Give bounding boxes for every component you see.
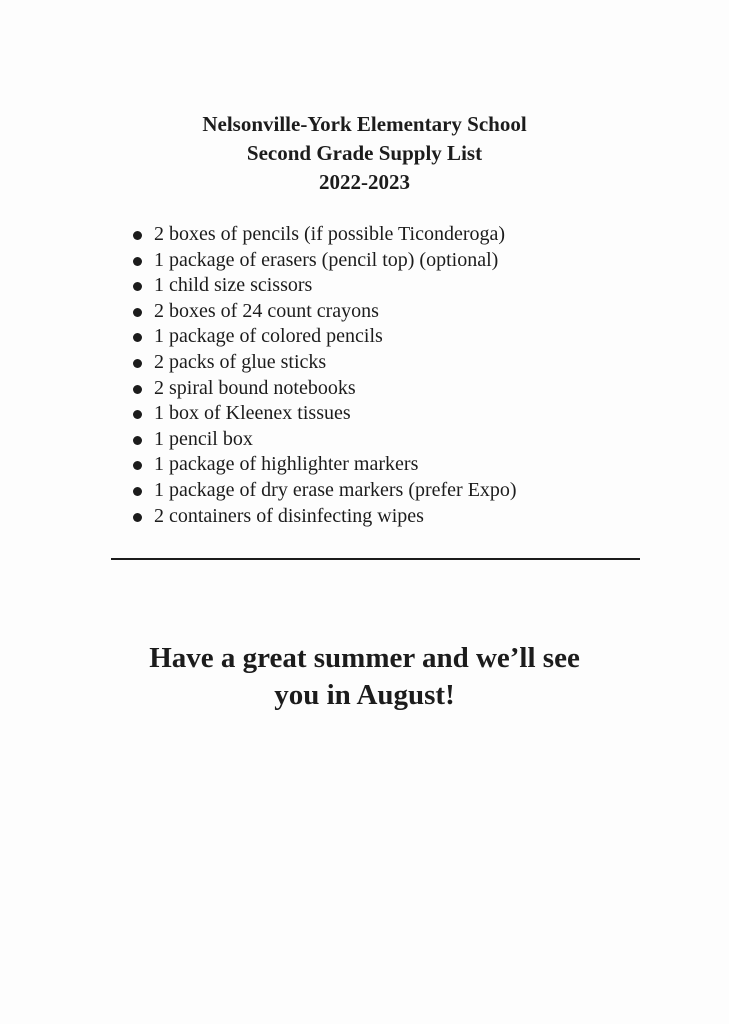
- supply-item-text: 2 containers of disinfecting wipes: [154, 504, 424, 527]
- bullet-icon: [133, 359, 142, 368]
- school-year: 2022-2023: [319, 170, 410, 194]
- supply-item-text: 2 boxes of pencils (if possible Ticonderoga): [154, 223, 506, 245]
- bullet-icon: [133, 333, 142, 342]
- supply-item: [133, 376, 517, 402]
- supply-item: [133, 427, 517, 453]
- bullet-icon: [133, 410, 142, 419]
- supply-item-text: 1 package of dry erase markers (prefer Expo): [154, 478, 517, 501]
- bullet-icon: [133, 436, 142, 445]
- supply-item-text: 2 spiral bound notebooks: [154, 376, 356, 399]
- horizontal-divider: [111, 558, 640, 560]
- supply-item-text: 2 packs of glue sticks: [154, 350, 327, 373]
- closing-line-1: Have a great summer and we’ll see: [149, 642, 580, 674]
- bullet-icon: [133, 513, 142, 522]
- supply-item: [133, 222, 517, 248]
- list-title: Second Grade Supply List: [246, 141, 483, 165]
- supply-item-text: 1 pencil box: [154, 427, 253, 450]
- bullet-icon: [133, 461, 142, 470]
- bullet-icon: [133, 487, 142, 496]
- bullet-icon: [133, 282, 142, 291]
- supply-list: [133, 222, 517, 529]
- bullet-icon: [133, 257, 142, 266]
- supply-item-text: 1 box of Kleenex tissues: [154, 402, 351, 425]
- supply-item: [133, 324, 517, 350]
- supply-item-text: 1 package of erasers (pencil top) (optional): [154, 248, 499, 271]
- bullet-icon: [133, 231, 142, 240]
- supply-item: [133, 299, 517, 325]
- closing-line-2: you in August!: [274, 679, 455, 711]
- bullet-icon: [133, 385, 142, 394]
- bullet-icon: [133, 308, 142, 317]
- supply-item-text: 1 package of highlighter markers: [154, 453, 419, 476]
- supply-item: [133, 504, 517, 530]
- supply-item-text: 1 child size scissors: [154, 274, 313, 297]
- closing-message: [0, 640, 729, 714]
- supply-item-text: 1 package of colored pencils: [154, 325, 383, 348]
- supply-item-text: 2 boxes of 24 count crayons: [154, 299, 379, 322]
- supply-item: [133, 350, 517, 376]
- supply-item: [133, 452, 517, 478]
- supply-item: [133, 401, 517, 427]
- supply-item: [133, 248, 517, 274]
- supply-item: [133, 273, 517, 299]
- document-header: [0, 110, 729, 197]
- school-name: Nelsonville-York Elementary School: [202, 112, 527, 136]
- supply-item: [133, 478, 517, 504]
